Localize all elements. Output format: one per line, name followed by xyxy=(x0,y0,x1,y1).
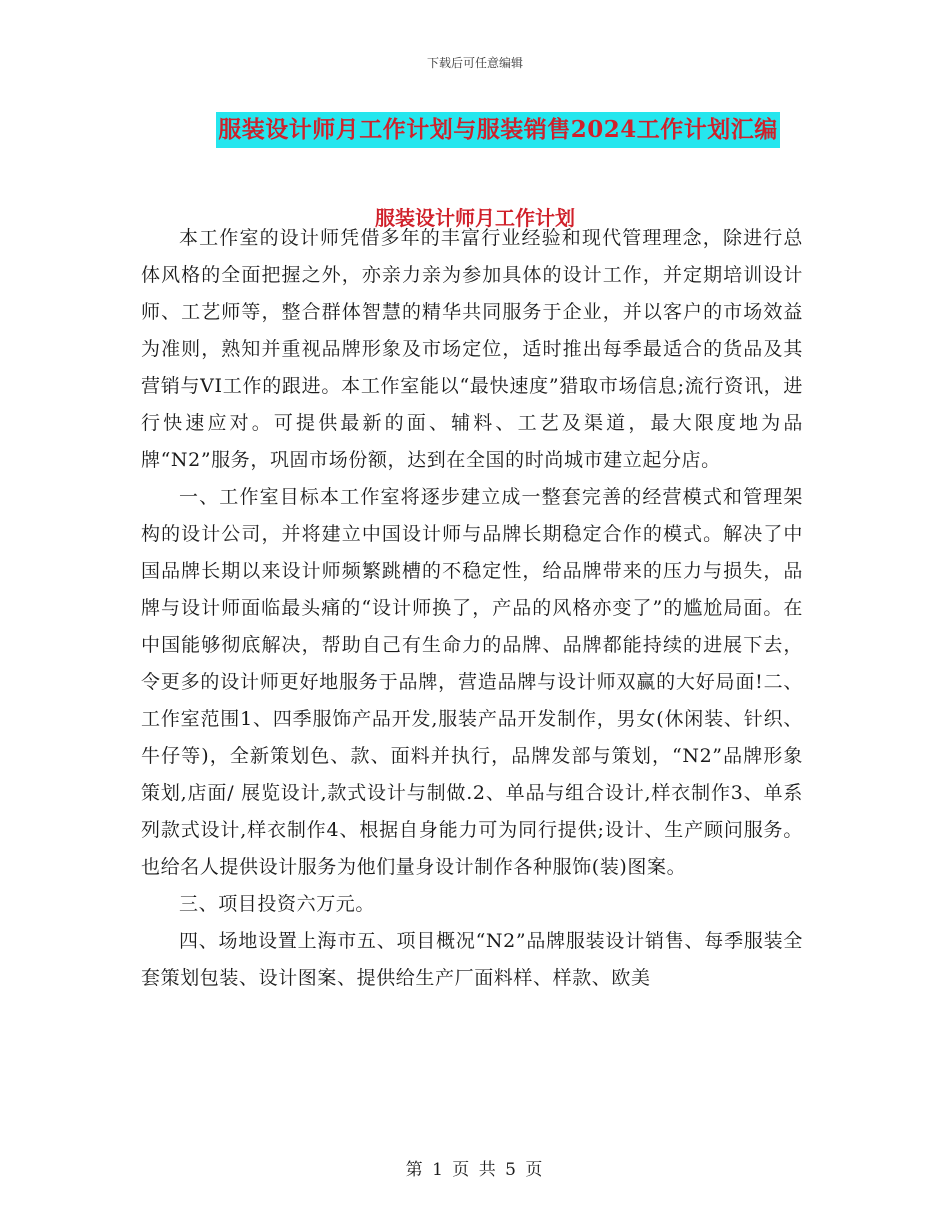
document-body xyxy=(141,220,803,997)
paragraph-venue-overview: 四、场地设置上海市五、项目概况“N2”品牌服装设计销售、每季服装全套策划包装、设计图案、提供给生产厂面料样、样款、欧美 xyxy=(141,930,803,989)
paragraph-intro: 本工作室的设计师凭借多年的丰富行业经验和现代管理理念，除进行总体风格的全面把握之外，亦亲力亲为参加具体的设计工作，并定期培训设计师、工艺师等，整合群体智慧的精华共同服务于企业，并以客户的市场效益为准则，熟知并重视品牌形象及市场定位，适时推出每季最适合的货品及其营销与VI工作的跟进。本工作室能以“最快速度”猎取市场信息;流行资讯，进行快速应对。可提供最新的面、辅料、工艺及渠道，最大限度地为品牌“N2”服务，巩固市场份额，达到在全国的时尚城市建立起分店。 xyxy=(141,227,803,471)
page-header-note: 下载后可任意编辑 xyxy=(426,56,523,70)
section-title: 服装设计师月工作计划 xyxy=(375,206,575,230)
page-number-footer: 第 1 页 共 5 页 xyxy=(405,1160,545,1180)
paragraph-investment: 三、项目投资六万元。 xyxy=(179,893,376,915)
document-title-container xyxy=(0,112,950,148)
paragraph-goals-scope: 一、工作室目标本工作室将逐步建立成一整套完善的经营模式和管理架构的设计公司，并将建立中国设计师与品牌长期稳定合作的模式。解决了中国品牌长期以来设计师频繁跳槽的不稳定性，给品牌带来的压力与损失，品牌与设计师面临最头痛的“设计师换了，产品的风格亦变了”的尴尬局面。在中国能够彻底解决，帮助自己有生命力的品牌、品牌都能持续的进展下去，令更多的设计师更好地服务于品牌，营造品牌与设计师双赢的大好局面!二、工作室范围1、四季服饰产品开发,服装产品开发制作，男女(休闲装、针织、牛仔等)，全新策划色、款、面料并执行，品牌发部与策划，“N2”品牌形象策划,店面/ 展览设计,款式设计与制做.2、单品与组合设计,样衣制作3、单系列款式设计,样衣制作4、根据自身能力可为同行提供;设计、生产顾问服务。也给名人提供设计服务为他们量身设计制作各种服饰(装)图案。 xyxy=(141,486,803,878)
document-title: 服装设计师月工作计划与服装销售2024工作计划汇编 xyxy=(216,112,780,148)
